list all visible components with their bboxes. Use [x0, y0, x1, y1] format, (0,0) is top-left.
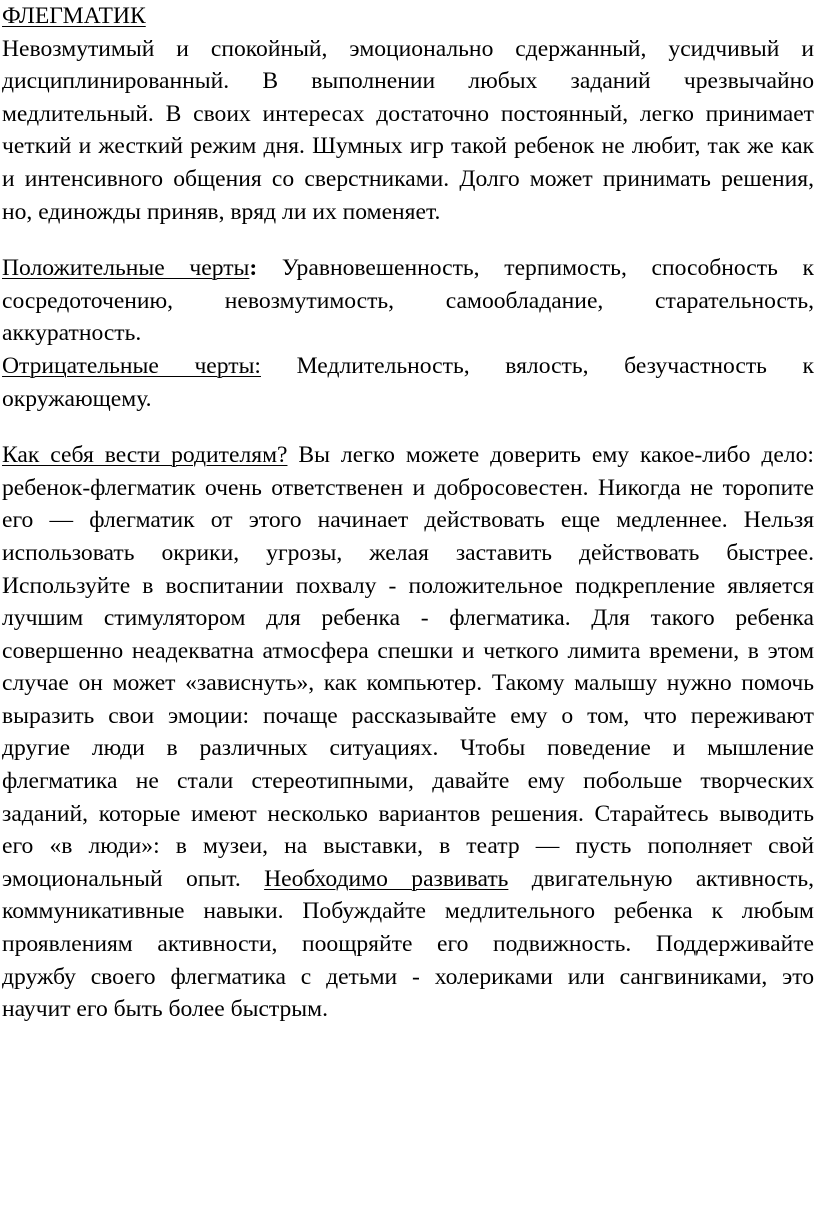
text-line [2, 570, 814, 603]
paragraph-description [2, 33, 814, 229]
text-segment: флегматика не стали стереотипными, давайте ему побольше творческих [2, 768, 814, 795]
text-segment: окружающему. [2, 385, 152, 412]
text-line [2, 993, 814, 1026]
text-segment: другие люди в различных ситуациях. Чтобы поведение и мышление [2, 735, 814, 762]
text-line [2, 504, 814, 537]
text-segment: Уравновешенность, терпимость, способность к [257, 255, 814, 282]
underlined-heading: ФЛЕГМАТИК [2, 3, 146, 29]
text-line [2, 732, 814, 765]
underlined-heading: Положительные черты [2, 255, 250, 282]
text-segment: использовать окрики, угрозы, желая заставить действовать быстрее. [2, 539, 814, 566]
text-line [2, 0, 814, 33]
text-line [2, 252, 814, 285]
text-line [2, 863, 814, 896]
text-segment: Невозмутимый и спокойный, эмоционально сдержанный, усидчивый и [2, 35, 814, 62]
text-segment: дружбу своего флегматика с детьми - холериками или сангвиниками, это [2, 963, 814, 990]
text-segment: лучшим стимулятором для ребенка - флегматика. Для такого ребенка [2, 605, 814, 632]
text-line [2, 667, 814, 700]
text-line [2, 196, 814, 229]
text-line [2, 830, 814, 863]
text-line [2, 350, 814, 383]
text-segment: но, единожды приняв, вряд ли их поменяет. [2, 198, 441, 225]
text-segment: ребенок-флегматик очень ответственен и добросовестен. Никогда не торопите [2, 474, 814, 501]
text-line [2, 765, 814, 798]
text-segment: его — флегматик от этого начинает действовать еще медленнее. Нельзя [2, 507, 814, 534]
text-segment: : [249, 255, 258, 282]
text-line [2, 65, 814, 98]
text-segment: выразить свои эмоции: почаще рассказывайте ему о том, что переживают [2, 702, 814, 729]
text-line [2, 317, 814, 350]
underlined-heading: Необходимо развивать [264, 865, 509, 892]
text-line [2, 798, 814, 831]
paragraph-title [2, 0, 814, 33]
text-segment: проявлениям активности, поощряйте его подвижность. Поддерживайте [2, 931, 814, 958]
text-segment: дисциплинированный. В выполнении любых заданий чрезвычайно [2, 68, 814, 95]
text-segment: научит его быть более быстрым. [2, 996, 328, 1023]
text-segment: заданий, которые имеют несколько вариантов решения. Старайтесь выводить [2, 800, 814, 827]
paragraph-negative-traits [2, 350, 814, 415]
text-segment: Используйте в воспитании похвалу - положительное подкрепление является [2, 572, 814, 599]
text-segment: коммуникативные навыки. Побуждайте медлительного ребенка к любым [2, 898, 814, 925]
text-line [2, 163, 814, 196]
text-line [2, 98, 814, 131]
text-line [2, 537, 814, 570]
text-segment: случае он может «зависнуть», как компьютер. Такому малышу нужно помочь [2, 670, 814, 697]
underlined-heading: Отрицательные черты: [2, 352, 261, 379]
text-line [2, 383, 814, 416]
text-segment: эмоциональный опыт. [2, 865, 265, 892]
text-line [2, 961, 814, 994]
underlined-heading: Как себя вести родителям? [2, 442, 288, 469]
text-segment: медлительный. В своих интересах достаточно постоянный, легко принимает [2, 100, 814, 127]
text-line [2, 130, 814, 163]
text-line [2, 439, 814, 472]
text-segment: и интенсивного общения со сверстниками. Долго может принимать решения, [2, 165, 814, 192]
text-segment: аккуратность. [2, 320, 142, 347]
text-line [2, 928, 814, 961]
text-line [2, 635, 814, 668]
paragraph-parent-advice [2, 439, 814, 1026]
text-segment: двигательную активность, [508, 865, 814, 892]
text-segment: совершенно неадекватна атмосфера спешки и четкого лимита времени, в этом [2, 637, 814, 664]
document-body [2, 0, 814, 1026]
text-segment: Вы легко можете доверить ему какое-либо дело: [287, 442, 814, 469]
paragraph-positive-traits [2, 252, 814, 350]
text-line [2, 472, 814, 505]
text-line [2, 33, 814, 66]
text-line [2, 895, 814, 928]
text-line [2, 285, 814, 318]
text-line [2, 602, 814, 635]
text-segment: его «в люди»: в музеи, на выставки, в театр — пусть пополняет свой [2, 833, 814, 860]
text-segment: сосредоточению, невозмутимость, самообладание, старательность, [2, 287, 814, 314]
text-line [2, 700, 814, 733]
text-segment: Медлительность, вялость, безучастность к [260, 352, 814, 379]
text-segment: четкий и жесткий режим дня. Шумных игр такой ребенок не любит, так же как [2, 133, 814, 160]
